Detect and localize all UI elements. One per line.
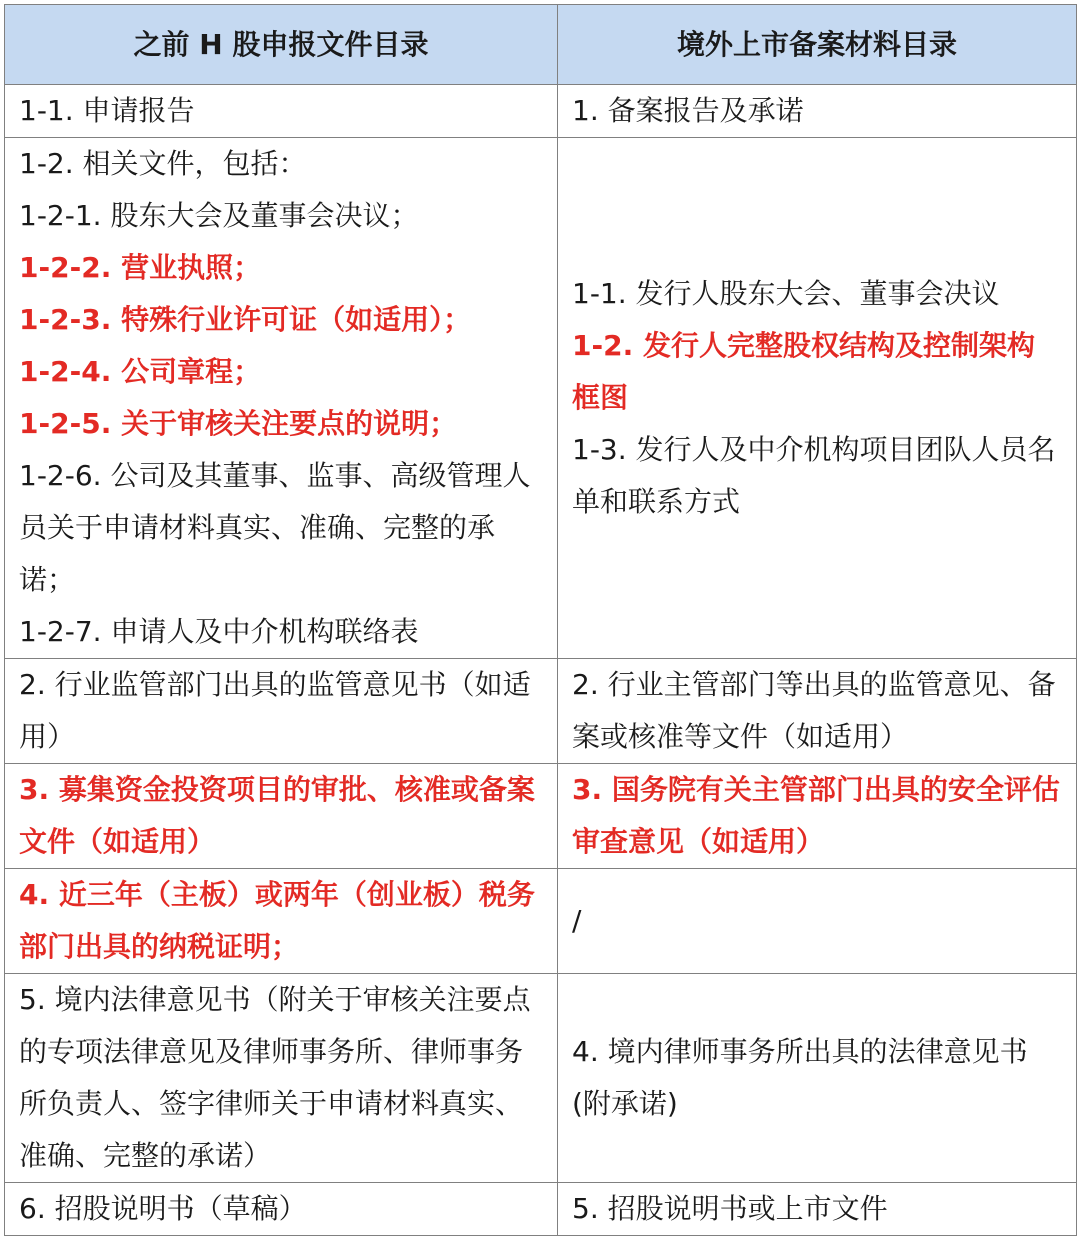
cell-text: 1-1. 申请报告 bbox=[19, 94, 195, 127]
cell-text: 4. 近三年（主板）或两年（创业板）税务部门出具的纳税证明； bbox=[19, 878, 535, 963]
cell-text: 5. 境内法律意见书（附关于审核关注要点的专项法律意见及律师事务所、律师事务所负责人、签字律师关于申请材料真实、准确、完整的承诺） bbox=[19, 983, 531, 1172]
comparison-table bbox=[4, 4, 1077, 1236]
table-row bbox=[5, 138, 1077, 659]
cell-text: 1. 备案报告及承诺 bbox=[572, 94, 804, 127]
table-header-row bbox=[5, 5, 1077, 85]
cell-text: 6. 招股说明书（草稿） bbox=[19, 1192, 307, 1225]
cell-left bbox=[5, 1183, 558, 1236]
cell-text: 2. 行业监管部门出具的监管意见书（如适用） bbox=[19, 668, 531, 753]
cell-left bbox=[5, 869, 558, 974]
cell-left bbox=[5, 974, 558, 1183]
cell-right bbox=[558, 764, 1077, 869]
header-left: 之前 H 股申报文件目录 bbox=[5, 5, 558, 85]
cell-left bbox=[5, 85, 558, 138]
cell-right bbox=[558, 138, 1077, 659]
table-body bbox=[5, 85, 1077, 1236]
cell-text: 1-2-6. 公司及其董事、监事、高级管理人员关于申请材料真实、准确、完整的承诺； bbox=[19, 459, 531, 596]
table-row bbox=[5, 974, 1077, 1183]
cell-text: 1-3. 发行人及中介机构项目团队人员名单和联系方式 bbox=[572, 433, 1056, 518]
cell-left bbox=[5, 659, 558, 764]
cell-text: 4. 境内律师事务所出具的法律意见书(附承诺) bbox=[572, 1035, 1028, 1120]
table-row bbox=[5, 659, 1077, 764]
cell-text: / bbox=[572, 904, 582, 937]
cell-text: 1-2-1. 股东大会及董事会决议； bbox=[19, 199, 419, 232]
cell-right bbox=[558, 659, 1077, 764]
cell-text: 3. 募集资金投资项目的审批、核准或备案文件（如适用） bbox=[19, 773, 535, 858]
cell-text: 1-2-3. 特殊行业许可证（如适用）； bbox=[19, 303, 472, 336]
cell-text: 1-1. 发行人股东大会、董事会决议 bbox=[572, 277, 1000, 310]
cell-left bbox=[5, 138, 558, 659]
cell-text: 1-2-5. 关于审核关注要点的说明； bbox=[19, 407, 458, 440]
table-row bbox=[5, 1183, 1077, 1236]
cell-right bbox=[558, 974, 1077, 1183]
cell-text: 1-2-2. 营业执照； bbox=[19, 251, 262, 284]
cell-text: 2. 行业主管部门等出具的监管意见、备案或核准等文件（如适用） bbox=[572, 668, 1056, 753]
header-right: 境外上市备案材料目录 bbox=[558, 5, 1077, 85]
table-row bbox=[5, 869, 1077, 974]
cell-text: 3. 国务院有关主管部门出具的安全评估审查意见（如适用） bbox=[572, 773, 1060, 858]
cell-text: 1-2-4. 公司章程； bbox=[19, 355, 262, 388]
cell-right bbox=[558, 869, 1077, 974]
cell-text: 1-2-7. 申请人及中介机构联络表 bbox=[19, 615, 419, 648]
cell-left bbox=[5, 764, 558, 869]
table-row bbox=[5, 764, 1077, 869]
cell-text: 1-2. 相关文件，包括： bbox=[19, 147, 307, 180]
cell-text: 5. 招股说明书或上市文件 bbox=[572, 1192, 888, 1225]
cell-right bbox=[558, 85, 1077, 138]
cell-right bbox=[558, 1183, 1077, 1236]
cell-text: 1-2. 发行人完整股权结构及控制架构框图 bbox=[572, 329, 1035, 414]
table-row bbox=[5, 85, 1077, 138]
